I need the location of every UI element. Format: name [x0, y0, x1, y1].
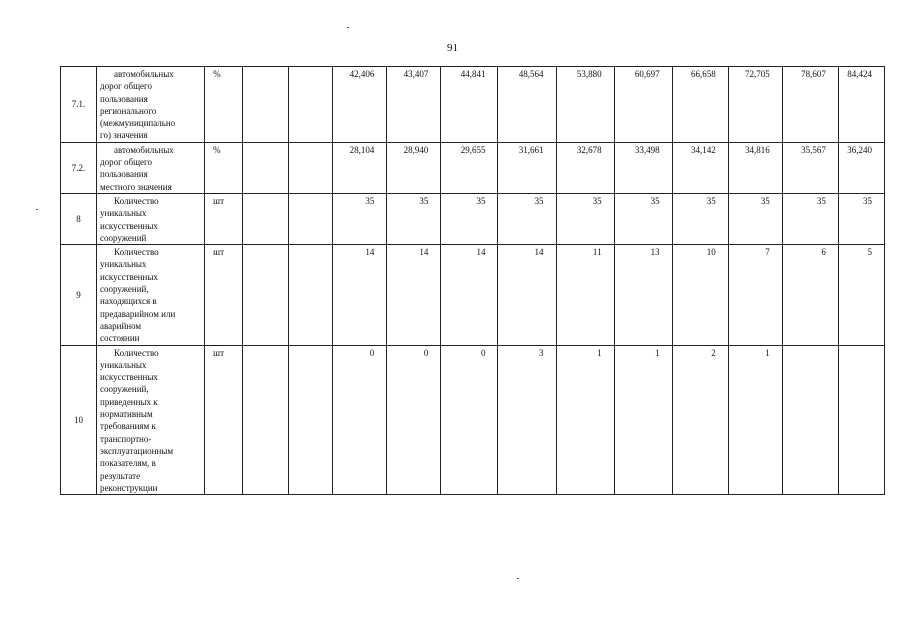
indicator-name-line: местного значения — [100, 181, 172, 192]
value-cell: 14 — [333, 245, 387, 345]
indicator-name-line: требованиям к — [100, 421, 156, 432]
value-cell: 36,240 — [838, 142, 884, 193]
value-cell: 14 — [498, 245, 556, 345]
table-row — [61, 245, 885, 345]
indicator-name-line: сооружений, — [100, 284, 149, 295]
value-cell: 28,104 — [333, 142, 387, 193]
indicator-name-line: автомобильных — [114, 144, 174, 155]
indicator-name-line: искусственных — [100, 372, 158, 383]
value-cell: 53,880 — [556, 67, 614, 143]
value-cell: 29,655 — [441, 142, 498, 193]
value-cell: 35 — [556, 193, 614, 244]
indicator-name-line: приведенных к — [100, 396, 158, 407]
indicator-name-line: Количество — [114, 347, 159, 358]
empty-cell — [289, 193, 333, 244]
indicator-name-line: находящихся в — [100, 296, 157, 307]
indicator-name — [97, 193, 205, 244]
value-cell: 34,816 — [728, 142, 782, 193]
value-cell: 14 — [387, 245, 441, 345]
value-cell: 35,567 — [782, 142, 838, 193]
value-cell: 7 — [728, 245, 782, 345]
value-cell: 3 — [498, 345, 556, 495]
indicator-name-line: автомобильных — [114, 69, 174, 79]
indicator-name-line: дорог общего — [100, 81, 153, 92]
empty-cell — [243, 142, 289, 193]
unit-cell: шт — [205, 245, 243, 345]
value-cell: 35 — [728, 193, 782, 244]
row-number: 7.1. — [61, 67, 97, 143]
table-row — [61, 67, 885, 143]
value-cell: 34,142 — [672, 142, 728, 193]
indicator-name-line: уникальных — [100, 359, 147, 370]
value-cell: 43,407 — [387, 67, 441, 143]
value-cell: 42,406 — [333, 67, 387, 143]
value-cell: 35 — [441, 193, 498, 244]
indicator-name-line: Количество — [114, 195, 159, 206]
value-cell: 44,841 — [441, 67, 498, 143]
value-cell: 14 — [441, 245, 498, 345]
value-cell: 48,564 — [498, 67, 556, 143]
indicator-name — [97, 245, 205, 345]
value-cell: 35 — [838, 193, 884, 244]
indicator-name-line: уникальных — [100, 208, 147, 219]
scan-speck — [347, 27, 349, 28]
row-number: 9 — [61, 245, 97, 345]
value-cell: 0 — [387, 345, 441, 495]
indicator-name-line: результате — [100, 470, 141, 481]
indicator-name-line: состоянии — [100, 333, 140, 344]
scan-speck — [36, 209, 38, 210]
unit-cell: шт — [205, 193, 243, 244]
empty-cell — [243, 193, 289, 244]
value-cell: 33,498 — [614, 142, 672, 193]
table-row — [61, 193, 885, 244]
indicator-name — [97, 345, 205, 495]
value-cell: 13 — [614, 245, 672, 345]
value-cell: 1 — [614, 345, 672, 495]
value-cell: 1 — [556, 345, 614, 495]
indicator-name-line: эксплуатационным — [100, 445, 174, 456]
value-cell: 2 — [672, 345, 728, 495]
empty-cell — [243, 345, 289, 495]
indicator-name-line: транспортно- — [100, 433, 152, 444]
value-cell: 32,678 — [556, 142, 614, 193]
value-cell: 5 — [838, 245, 884, 345]
unit-cell: % — [205, 142, 243, 193]
indicator-name-line: регионального — [100, 105, 157, 116]
value-cell: 35 — [782, 193, 838, 244]
indicator-name-line: показателям, в — [100, 458, 156, 469]
value-cell: 35 — [333, 193, 387, 244]
row-number: 7.2. — [61, 142, 97, 193]
value-cell: 10 — [672, 245, 728, 345]
unit-cell: % — [205, 67, 243, 143]
indicator-name-line: дорог общего — [100, 157, 153, 168]
value-cell: 35 — [498, 193, 556, 244]
empty-cell — [289, 142, 333, 193]
value-cell: 78,607 — [782, 67, 838, 143]
indicators-table — [60, 66, 885, 495]
value-cell: 0 — [441, 345, 498, 495]
indicator-name-line: искусственных — [100, 271, 158, 282]
indicator-name-line: аварийном — [100, 320, 142, 331]
table-row — [61, 345, 885, 495]
indicator-name-line: го) значения — [100, 130, 148, 141]
indicator-name-line: нормативным — [100, 409, 153, 420]
value-cell: 35 — [672, 193, 728, 244]
indicator-name-line: пользования — [100, 93, 148, 104]
empty-cell — [289, 67, 333, 143]
value-cell — [838, 345, 884, 495]
indicator-name-line: предаварийном или — [100, 308, 176, 319]
empty-cell — [243, 245, 289, 345]
indicator-name-line: сооружений — [100, 232, 147, 243]
row-number: 8 — [61, 193, 97, 244]
value-cell: 84,424 — [838, 67, 884, 143]
indicator-name-line: реконструкции — [100, 482, 158, 493]
page-number: 91 — [447, 42, 458, 54]
row-number: 10 — [61, 345, 97, 495]
value-cell: 28,940 — [387, 142, 441, 193]
unit-cell: шт — [205, 345, 243, 495]
empty-cell — [289, 245, 333, 345]
scan-speck — [517, 578, 519, 579]
indicator-name — [97, 142, 205, 193]
indicator-name-line: уникальных — [100, 259, 147, 270]
value-cell: 60,697 — [614, 67, 672, 143]
empty-cell — [289, 345, 333, 495]
value-cell: 66,658 — [672, 67, 728, 143]
table-row — [61, 142, 885, 193]
indicator-name-line: (межмуниципально — [100, 118, 176, 129]
value-cell: 6 — [782, 245, 838, 345]
value-cell — [782, 345, 838, 495]
value-cell: 11 — [556, 245, 614, 345]
value-cell: 35 — [387, 193, 441, 244]
empty-cell — [243, 67, 289, 143]
indicator-name-line: сооружений, — [100, 384, 149, 395]
value-cell: 0 — [333, 345, 387, 495]
value-cell: 31,661 — [498, 142, 556, 193]
indicator-name-line: пользования — [100, 169, 148, 180]
indicator-name — [97, 67, 205, 143]
value-cell: 1 — [728, 345, 782, 495]
indicator-name-line: искусственных — [100, 220, 158, 231]
indicator-name-line: Количество — [114, 247, 159, 258]
value-cell: 72,705 — [728, 67, 782, 143]
value-cell: 35 — [614, 193, 672, 244]
